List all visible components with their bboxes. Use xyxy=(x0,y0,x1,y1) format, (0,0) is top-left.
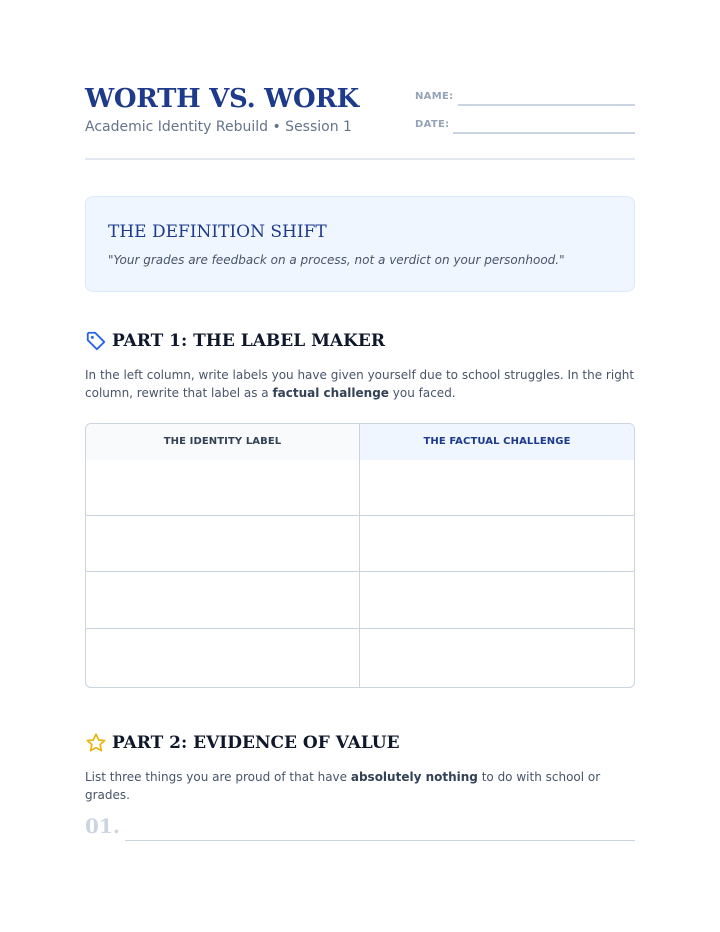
part2-instr-text: List three things you are proud of that have xyxy=(85,770,351,784)
name-label: NAME: xyxy=(415,91,454,102)
table-cell-label-2[interactable] xyxy=(86,517,358,572)
part2-instr-emphasis: absolutely nothing xyxy=(350,770,478,784)
column-divider xyxy=(359,424,360,687)
label-maker-table xyxy=(85,423,635,688)
part2-instructions xyxy=(85,768,635,804)
header-divider xyxy=(85,158,635,160)
column-header-factual-challenge: THE FACTUAL CHALLENGE xyxy=(360,424,634,460)
row-divider xyxy=(86,628,634,629)
date-label: DATE: xyxy=(415,119,450,130)
part1-title: PART 1: THE LABEL MAKER xyxy=(112,331,385,351)
evidence-number: 01. xyxy=(85,814,120,838)
row-divider xyxy=(86,515,634,516)
tag-icon xyxy=(85,330,107,352)
table-cell-label-3[interactable] xyxy=(86,573,358,628)
table-cell-label-1[interactable] xyxy=(86,461,358,516)
table-cell-challenge-1[interactable] xyxy=(361,461,634,516)
row-divider xyxy=(86,571,634,572)
star-icon xyxy=(85,732,107,754)
column-header-identity-label: THE IDENTITY LABEL xyxy=(86,424,359,460)
definition-callout xyxy=(85,196,635,292)
part2-instr-tail: to do with school or grades. xyxy=(85,770,601,802)
table-cell-label-4[interactable] xyxy=(86,630,358,687)
part2-title: PART 2: EVIDENCE OF VALUE xyxy=(112,733,400,753)
table-cell-challenge-4[interactable] xyxy=(361,630,634,687)
part1-instr-emphasis: factual challenge xyxy=(272,386,389,400)
definition-quote: "Your grades are feedback on a process, not a verdict on your personhood." xyxy=(108,253,565,267)
worksheet-subtitle: Academic Identity Rebuild • Session 1 xyxy=(85,119,352,135)
table-cell-challenge-2[interactable] xyxy=(361,517,634,572)
part1-instructions xyxy=(85,366,635,402)
part1-instr-tail: you faced. xyxy=(388,386,456,400)
table-cell-challenge-3[interactable] xyxy=(361,573,634,628)
evidence-entry-field[interactable] xyxy=(125,840,635,841)
part1-instr-text: In the left column, write labels you have given yourself due to school struggles. In the right column, rewrite that label as a xyxy=(85,368,635,400)
worksheet-title: WORTH VS. WORK xyxy=(85,84,359,114)
date-field[interactable] xyxy=(453,132,635,134)
name-field[interactable] xyxy=(458,104,635,106)
worksheet-page xyxy=(85,0,635,932)
definition-heading: THE DEFINITION SHIFT xyxy=(108,222,327,242)
